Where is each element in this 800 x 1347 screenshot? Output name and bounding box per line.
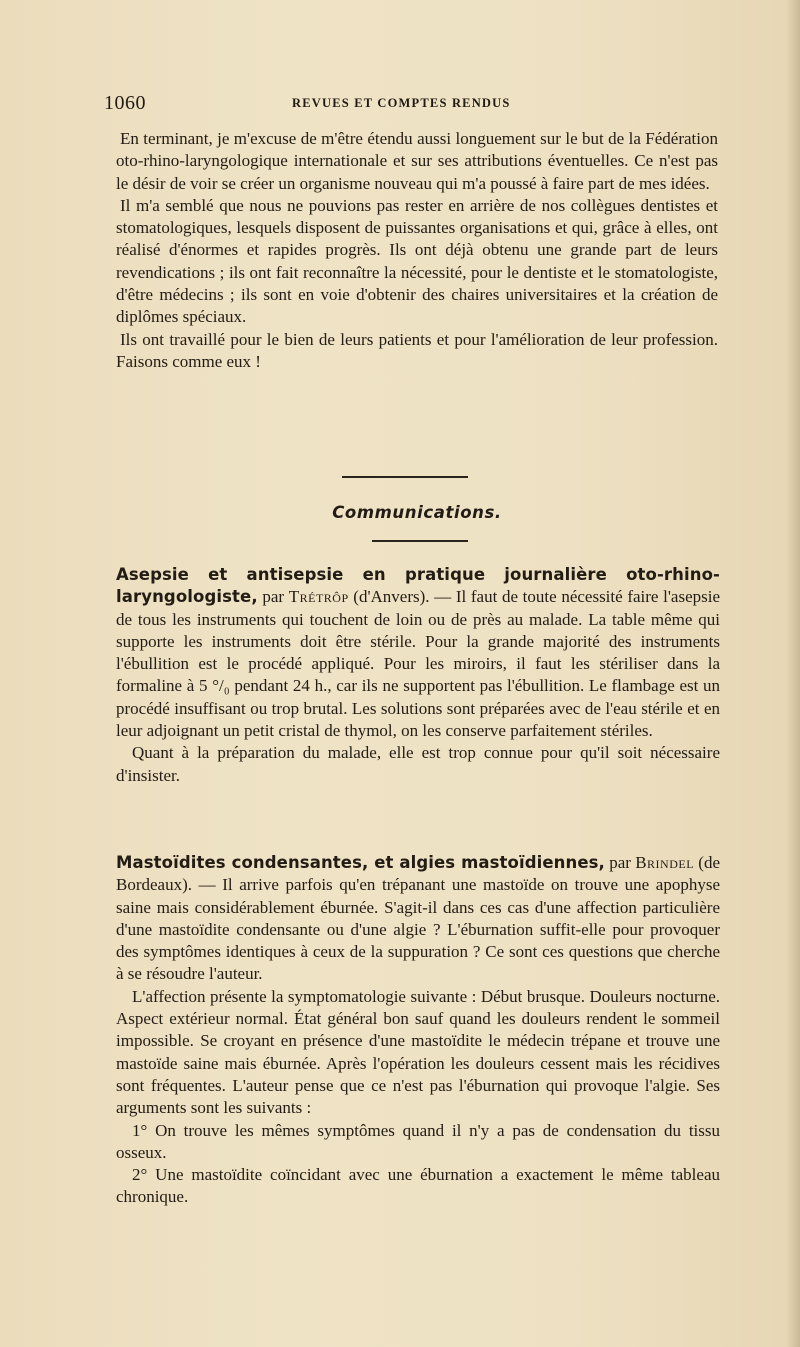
communication-1-author-prefix: par: [262, 587, 285, 607]
communication-1-author-place: (d'Anvers).: [353, 587, 430, 607]
communication-1-paragraph-1: [116, 564, 720, 742]
section-heading-block: [116, 476, 718, 546]
communication-1-author: Trétrôp: [288, 587, 349, 607]
intro-paragraph-3: Ils ont travaillé pour le bien de leurs patients et pour l'amélioration de leur profession. Faisons comme eux !: [116, 329, 718, 371]
intro-text: [116, 128, 718, 373]
intro-paragraph-2: Il m'a semblé que nous ne pouvions pas rester en arrière de nos collègues dentistes et stomatologiques, lesquels disposent de puissantes organisations et qui, grâce à elles, ont réalisé d'énormes et rapides progrès. Ils ont déjà obtenu une grande part de leurs revendications ; ils ont fait reconnaître la nécessité, pour le dentiste et le stomatologiste, d'être médecins ; ils sont en voie d'obtenir des chaires universitaires et la création de diplômes spéciaux.: [116, 195, 718, 327]
communication-2-paragraph-3: 1° On trouve les mêmes symptômes quand il n'y a pas de condensation du tissu osseux.: [116, 1120, 720, 1162]
communication-1-body-rest: pendant 24 h., car ils ne supportent pas l'ébullition. Le flambage est un procédé insuffisant ou trop brutal. Les solutions sont préparées avec de l'eau stérile et en leur adjoignant un petit cristal de thymol, on les conserve parfaitement stériles.: [116, 676, 721, 741]
communication-1: [116, 564, 720, 787]
intro-paragraph-1: En terminant, je m'excuse de m'être étendu aussi longuement sur le but de la Fédération oto-rhino-laryngologique internationale et sur ses attributions éventuelles. Ce n'est pas le désir de voir se créer un organisme nouveau qui m'a poussé à faire part de mes idées.: [116, 129, 718, 193]
page-header: [104, 92, 704, 116]
page-number: 1060: [104, 92, 146, 114]
communication-2-paragraph-1: [116, 852, 720, 986]
top-divider-rule: [342, 476, 468, 478]
communication-1-percent-symbol: °/₀: [212, 676, 230, 696]
communication-2: [116, 852, 720, 1209]
running-head: REVUES ET COMPTES RENDUS: [292, 96, 511, 110]
communication-1-body-lead: — Il faut de toute nécessité faire l'asepsie de tous les instruments qui touchent de loin ou de près au malade. La table même qui supporte les instruments doit être stérile. Pour la grande majorité des instruments l'ébullition est le procédé appliqué. Pour les miroirs, il faut les stériliser dans la formaline à 5: [116, 587, 720, 696]
communication-2-title: Mastoïdites condensantes, et algies mastoïdiennes,: [116, 853, 605, 872]
communication-2-author-place: (de Bordeaux).: [116, 853, 721, 895]
communication-2-paragraph-4: 2° Une mastoïdite coïncidant avec une éburnation a exactement le même tableau chronique.: [116, 1165, 720, 1207]
communication-1-title: Asepsie et antisepsie en pratique journalière oto-rhino-laryngologiste,: [116, 565, 720, 607]
communication-2-author-prefix: par: [609, 853, 631, 872]
communication-2-body-lead: — Il arrive parfois qu'en trépanant une mastoïde on trouve une apophyse saine mais considérablement éburnée. S'agit-il dans ces cas d'une affection particulière d'une mastoïdite condensante ou d'une algie ? L'éburnation suffit-elle pour provoquer des symptômes identiques à ceux de la suppuration ? Ce sont ces questions que cherche à se résoudre l'auteur.: [116, 875, 720, 984]
communication-1-paragraph-2: Quant à la préparation du malade, elle est trop connue pour qu'il soit nécessaire d'insister.: [116, 743, 720, 785]
page-edge-shadow: [786, 0, 800, 1347]
communication-2-author: Brindel: [635, 853, 695, 872]
bottom-divider-rule: [372, 540, 468, 542]
section-title: Communications.: [332, 503, 502, 522]
communication-2-paragraph-2: L'affection présente la symptomatologie suivante : Début brusque. Douleurs nocturne. Aspect extérieur normal. État général bon sauf quand les douleurs rendent le sommeil impossible. Se croyant en présence d'une mastoïdite le médecin trépane et trouve une mastoïde saine mais éburnée. Après l'opération les douleurs cessent mais les récidives sont fréquentes. L'auteur pense que ce n'est pas l'éburnation qui provoque l'algie. Ses arguments sont les suivants :: [116, 986, 720, 1118]
